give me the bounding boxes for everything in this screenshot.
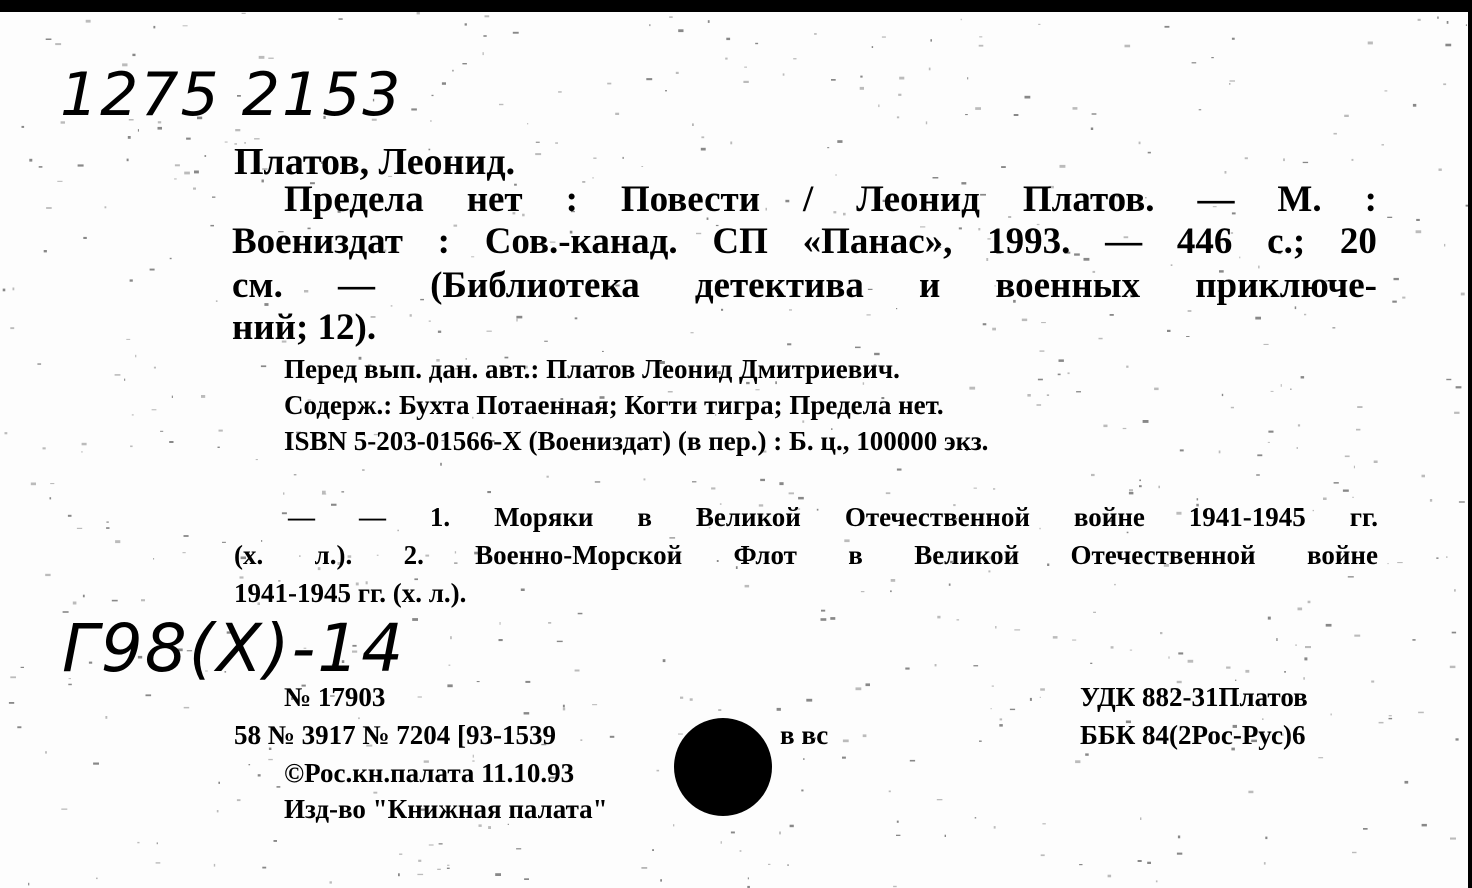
word: — xyxy=(358,502,386,532)
word: / xyxy=(803,179,814,220)
word: — xyxy=(1197,179,1235,220)
word: см. xyxy=(232,265,283,306)
word: Великой xyxy=(695,502,801,532)
word: 2. xyxy=(403,540,424,570)
word: Отечественной xyxy=(1070,540,1256,570)
word: 446 xyxy=(1176,221,1233,262)
publisher-line: Изд-во "Книжная палата" xyxy=(284,794,608,824)
subject-line-3: 1941-1945 гг. (х. л.). xyxy=(234,578,467,608)
word: с.; xyxy=(1267,221,1306,262)
entry-line-2 xyxy=(232,220,1377,263)
word: 1941-1945 xyxy=(1188,502,1306,532)
word: : xyxy=(565,179,578,220)
word: (х. xyxy=(234,540,264,570)
word: 1. xyxy=(429,502,451,532)
word: Отечественной xyxy=(844,502,1030,532)
word: военных xyxy=(995,265,1141,306)
word: в xyxy=(848,540,863,570)
word: в xyxy=(637,502,652,532)
word: приключе- xyxy=(1195,265,1377,306)
word: «Панас», xyxy=(802,221,953,262)
word: гг. xyxy=(1349,502,1378,532)
word: : xyxy=(1364,179,1377,220)
word: : xyxy=(437,221,450,262)
word: 1993. xyxy=(987,221,1071,262)
catalog-card xyxy=(0,12,1468,888)
word: Флот xyxy=(733,540,797,570)
entry-line-1 xyxy=(284,178,1377,221)
word: л.). xyxy=(314,540,353,570)
bbk-code: ББК 84(2Рос-Рус)6 xyxy=(1080,720,1306,750)
author-heading: Платов, Леонид. xyxy=(234,141,516,183)
order-numbers: 58 № 3917 № 7204 [93-1539 xyxy=(234,720,556,750)
word: нет xyxy=(466,179,523,220)
word: и xyxy=(918,265,941,306)
word: Сов.-канад. xyxy=(484,221,678,262)
word: — xyxy=(337,265,375,306)
word: — xyxy=(288,502,315,532)
note-3: ISBN 5-203-01566-X (Воениздат) (в пер.) : Б. ц., 100000 экз. xyxy=(284,426,989,456)
word: детектива xyxy=(694,265,864,306)
note-2: Содерж.: Бухта Потаенная; Когти тигра; Предела нет. xyxy=(284,390,944,420)
word: Предела xyxy=(284,179,424,220)
word: Воениздат xyxy=(232,221,403,262)
note-1: Перед вып. дан. авт.: Платов Леонид Дмитриевич. xyxy=(284,354,900,384)
word: Леонид xyxy=(856,179,980,220)
word: Великой xyxy=(914,540,1020,570)
subject-line-1 xyxy=(288,502,1378,533)
udc-code: УДК 882-31Платов xyxy=(1080,682,1308,712)
entry-line-4: ний; 12). xyxy=(232,307,377,348)
word: Военно-Морской xyxy=(475,540,683,570)
word: войне xyxy=(1073,502,1145,532)
subject-line-2 xyxy=(234,540,1378,571)
entry-line-3 xyxy=(232,264,1377,307)
copy-number: № 17903 xyxy=(284,682,386,712)
word: Платов. xyxy=(1022,179,1155,220)
word: Повести xyxy=(620,179,761,220)
word: войне xyxy=(1306,540,1378,570)
word: (Библиотека xyxy=(430,265,640,306)
word: — xyxy=(1105,221,1143,262)
word: 20 xyxy=(1339,221,1377,262)
copyright-line: ©Рос.кн.палата 11.10.93 xyxy=(284,758,575,788)
word: Моряки xyxy=(494,502,594,532)
word: СП xyxy=(712,221,768,262)
word: М. xyxy=(1277,179,1322,220)
punch-hole xyxy=(674,718,772,816)
shelf-mark: Г98(Х)-14 xyxy=(62,610,406,687)
inventory-number: 1275 2153 xyxy=(60,60,403,130)
order-tail: в вс xyxy=(780,720,829,750)
